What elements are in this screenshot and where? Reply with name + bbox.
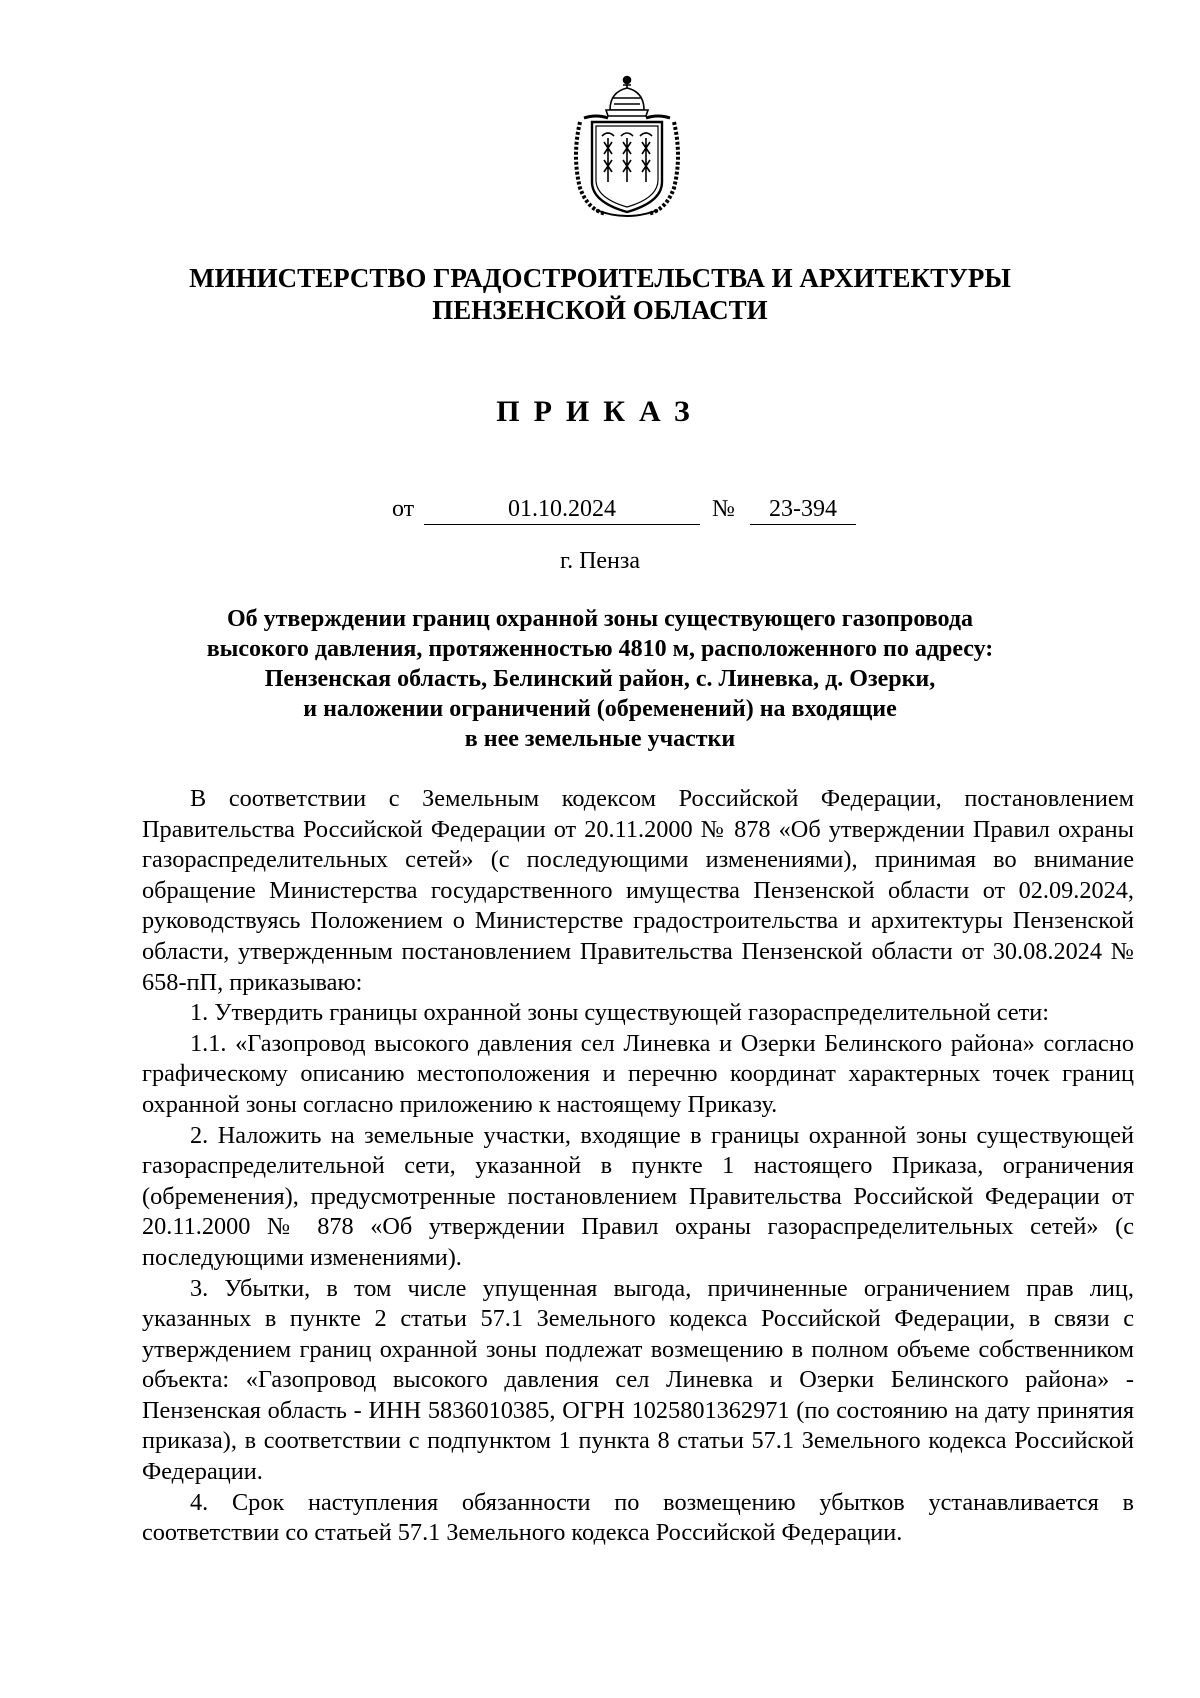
clause-4: 4. Срок наступления обязанности по возмещению убытков устанавливается в соответствии со статьей 57.1 Земельного кодекса Российской Федерации. [142,1488,1134,1547]
document-type-title: ПРИКАЗ [496,395,704,428]
clause-2: 2. Наложить на земельные участки, входящие в границы охранной зоны существующей газораспределительной сети, указанной в пункте 1 настоящего Приказа, ограничения (обременения), предусмотренные постановлением Правительства Российской Федерации от 20.11.2000 № 878 «Об утверждении Правил охраны газораспределительных сетей» (с последующими изменениями). [142,1121,1134,1271]
subject-line: Пензенская область, Белинский район, с. Линевка, д. Озерки, [264,666,936,692]
subject-line: в нее земельные участки [464,726,736,752]
clause-3: 3. Убытки, в том числе упущенная выгода, причиненные ограничением прав лиц, указанных в пункте 2 статьи 57.1 Земельного кодекса Российской Федерации, в связи с утверждением границ охранной зоны подлежат возмещению в полном объеме собственником объекта: «Газопровод высокого давления сел Линевка и Озерки Белинского района» - Пензенская область - ИНН 5836010385, ОГРН 1025801362971 (по состоянию на дату принятия приказа), в соответствии с подпунктом 1 пункта 8 статьи 57.1 Земельного кодекса Российской Федерации. [142,1274,1134,1486]
number-prefix: № [712,496,735,522]
coat-of-arms-icon [566,70,688,222]
ministry-name-line1: МИНИСТЕРСТВО ГРАДОСТРОИТЕЛЬСТВА И АРХИТЕКТУРЫ [189,263,1011,293]
order-body [142,784,1134,1549]
ministry-name-line2: ПЕНЗЕНСКОЙ ОБЛАСТИ [432,295,768,325]
document-number: 23-394 [750,494,856,525]
clause-1: 1. Утвердить границы охранной зоны существующей газораспределительной сети: [190,999,1050,1027]
subject-line: высокого давления, протяженностью 4810 м, расположенного по адресу: [206,636,994,662]
city-location: г. Пенза [559,548,641,574]
document-date: 01.10.2024 [424,494,700,525]
subject-line: Об утверждении границ охранной зоны существующего газопровода [226,606,974,632]
clause-1-1: 1.1. «Газопровод высокого давления сел Линевка и Озерки Белинского района» согласно графическому описанию местоположения и перечню координат характерных точек границ охранной зоны согласно приложению к настоящему Приказу. [142,1029,1134,1118]
date-prefix: от [392,496,415,522]
order-subject [0,604,1200,754]
subject-line: и наложении ограничений (обременений) на входящие [303,696,897,722]
preamble-paragraph: В соответствии с Земельным кодексом Российской Федерации, постановлением Правительства Российской Федерации от 20.11.2000 № 878 «Об утверждении Правил охраны газораспределительных сетей» (с последующими изменениями), принимая во внимание обращение Министерства государственного имущества Пензенской области от 02.09.2024, руководствуясь Положением о Министерстве градостроительства и архитектуры Пензенской области, утвержденным постановлением Правительства Пензенской области от 30.08.2024 № 658-пП, приказываю: [142,785,1134,996]
